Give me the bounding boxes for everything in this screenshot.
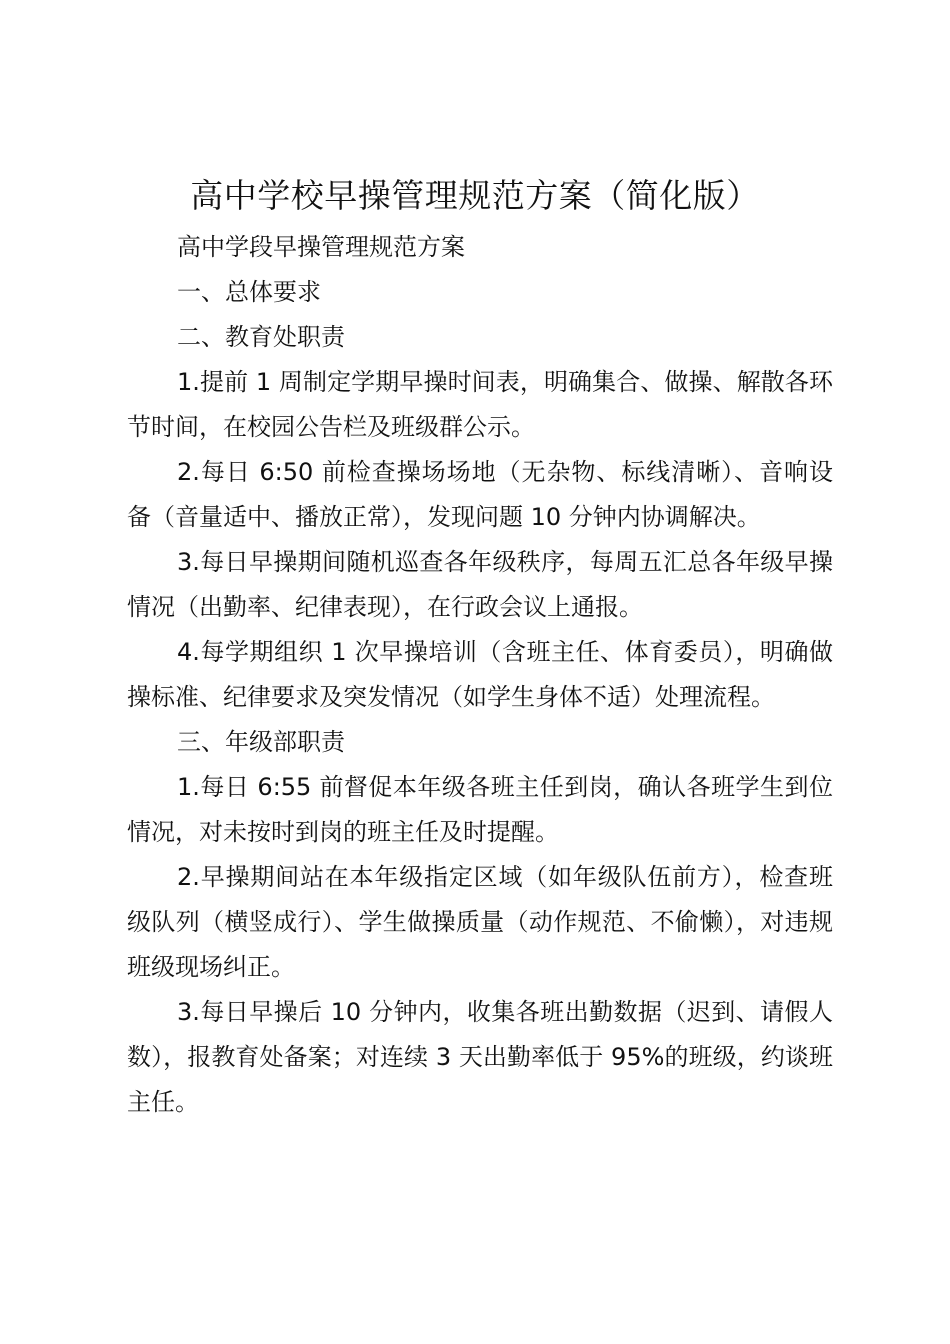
education-office-item-2: 2.每日 6:50 前检查操场场地（无杂物、标线清晰）、音响设备（音量适中、播放正常），发现问题 10 分钟内协调解决。 [127,458,833,531]
section-heading-education-office: 二、教育处职责 [177,323,345,351]
document-title: 高中学校早操管理规范方案（简化版） [190,176,760,215]
education-office-item-4: 4.每学期组织 1 次早操培训（含班主任、体育委员），明确做操标准、纪律要求及突发情况（如学生身体不适）处理流程。 [127,638,833,711]
education-office-item-1: 1.提前 1 周制定学期早操时间表，明确集合、做操、解散各环节时间，在校园公告栏及班级群公示。 [127,368,833,441]
education-office-item-3: 3.每日早操期间随机巡查各年级秩序，每周五汇总各年级早操情况（出勤率、纪律表现），在行政会议上通报。 [127,548,833,621]
grade-department-item-2: 2.早操期间站在本年级指定区域（如年级队伍前方），检查班级队列（横竖成行）、学生做操质量（动作规范、不偷懒），对违规班级现场纠正。 [127,863,833,981]
section-heading-general: 一、总体要求 [177,278,321,306]
grade-department-item-1: 1.每日 6:55 前督促本年级各班主任到岗，确认各班学生到位情况，对未按时到岗的班主任及时提醒。 [127,773,833,846]
section-heading-grade-department: 三、年级部职责 [177,728,345,756]
grade-department-item-3: 3.每日早操后 10 分钟内，收集各班出勤数据（迟到、请假人数），报教育处备案；对连续 3 天出勤率低于 95%的班级，约谈班主任。 [127,998,833,1116]
subtitle-paragraph: 高中学段早操管理规范方案 [177,233,465,261]
document-body [127,225,833,1125]
